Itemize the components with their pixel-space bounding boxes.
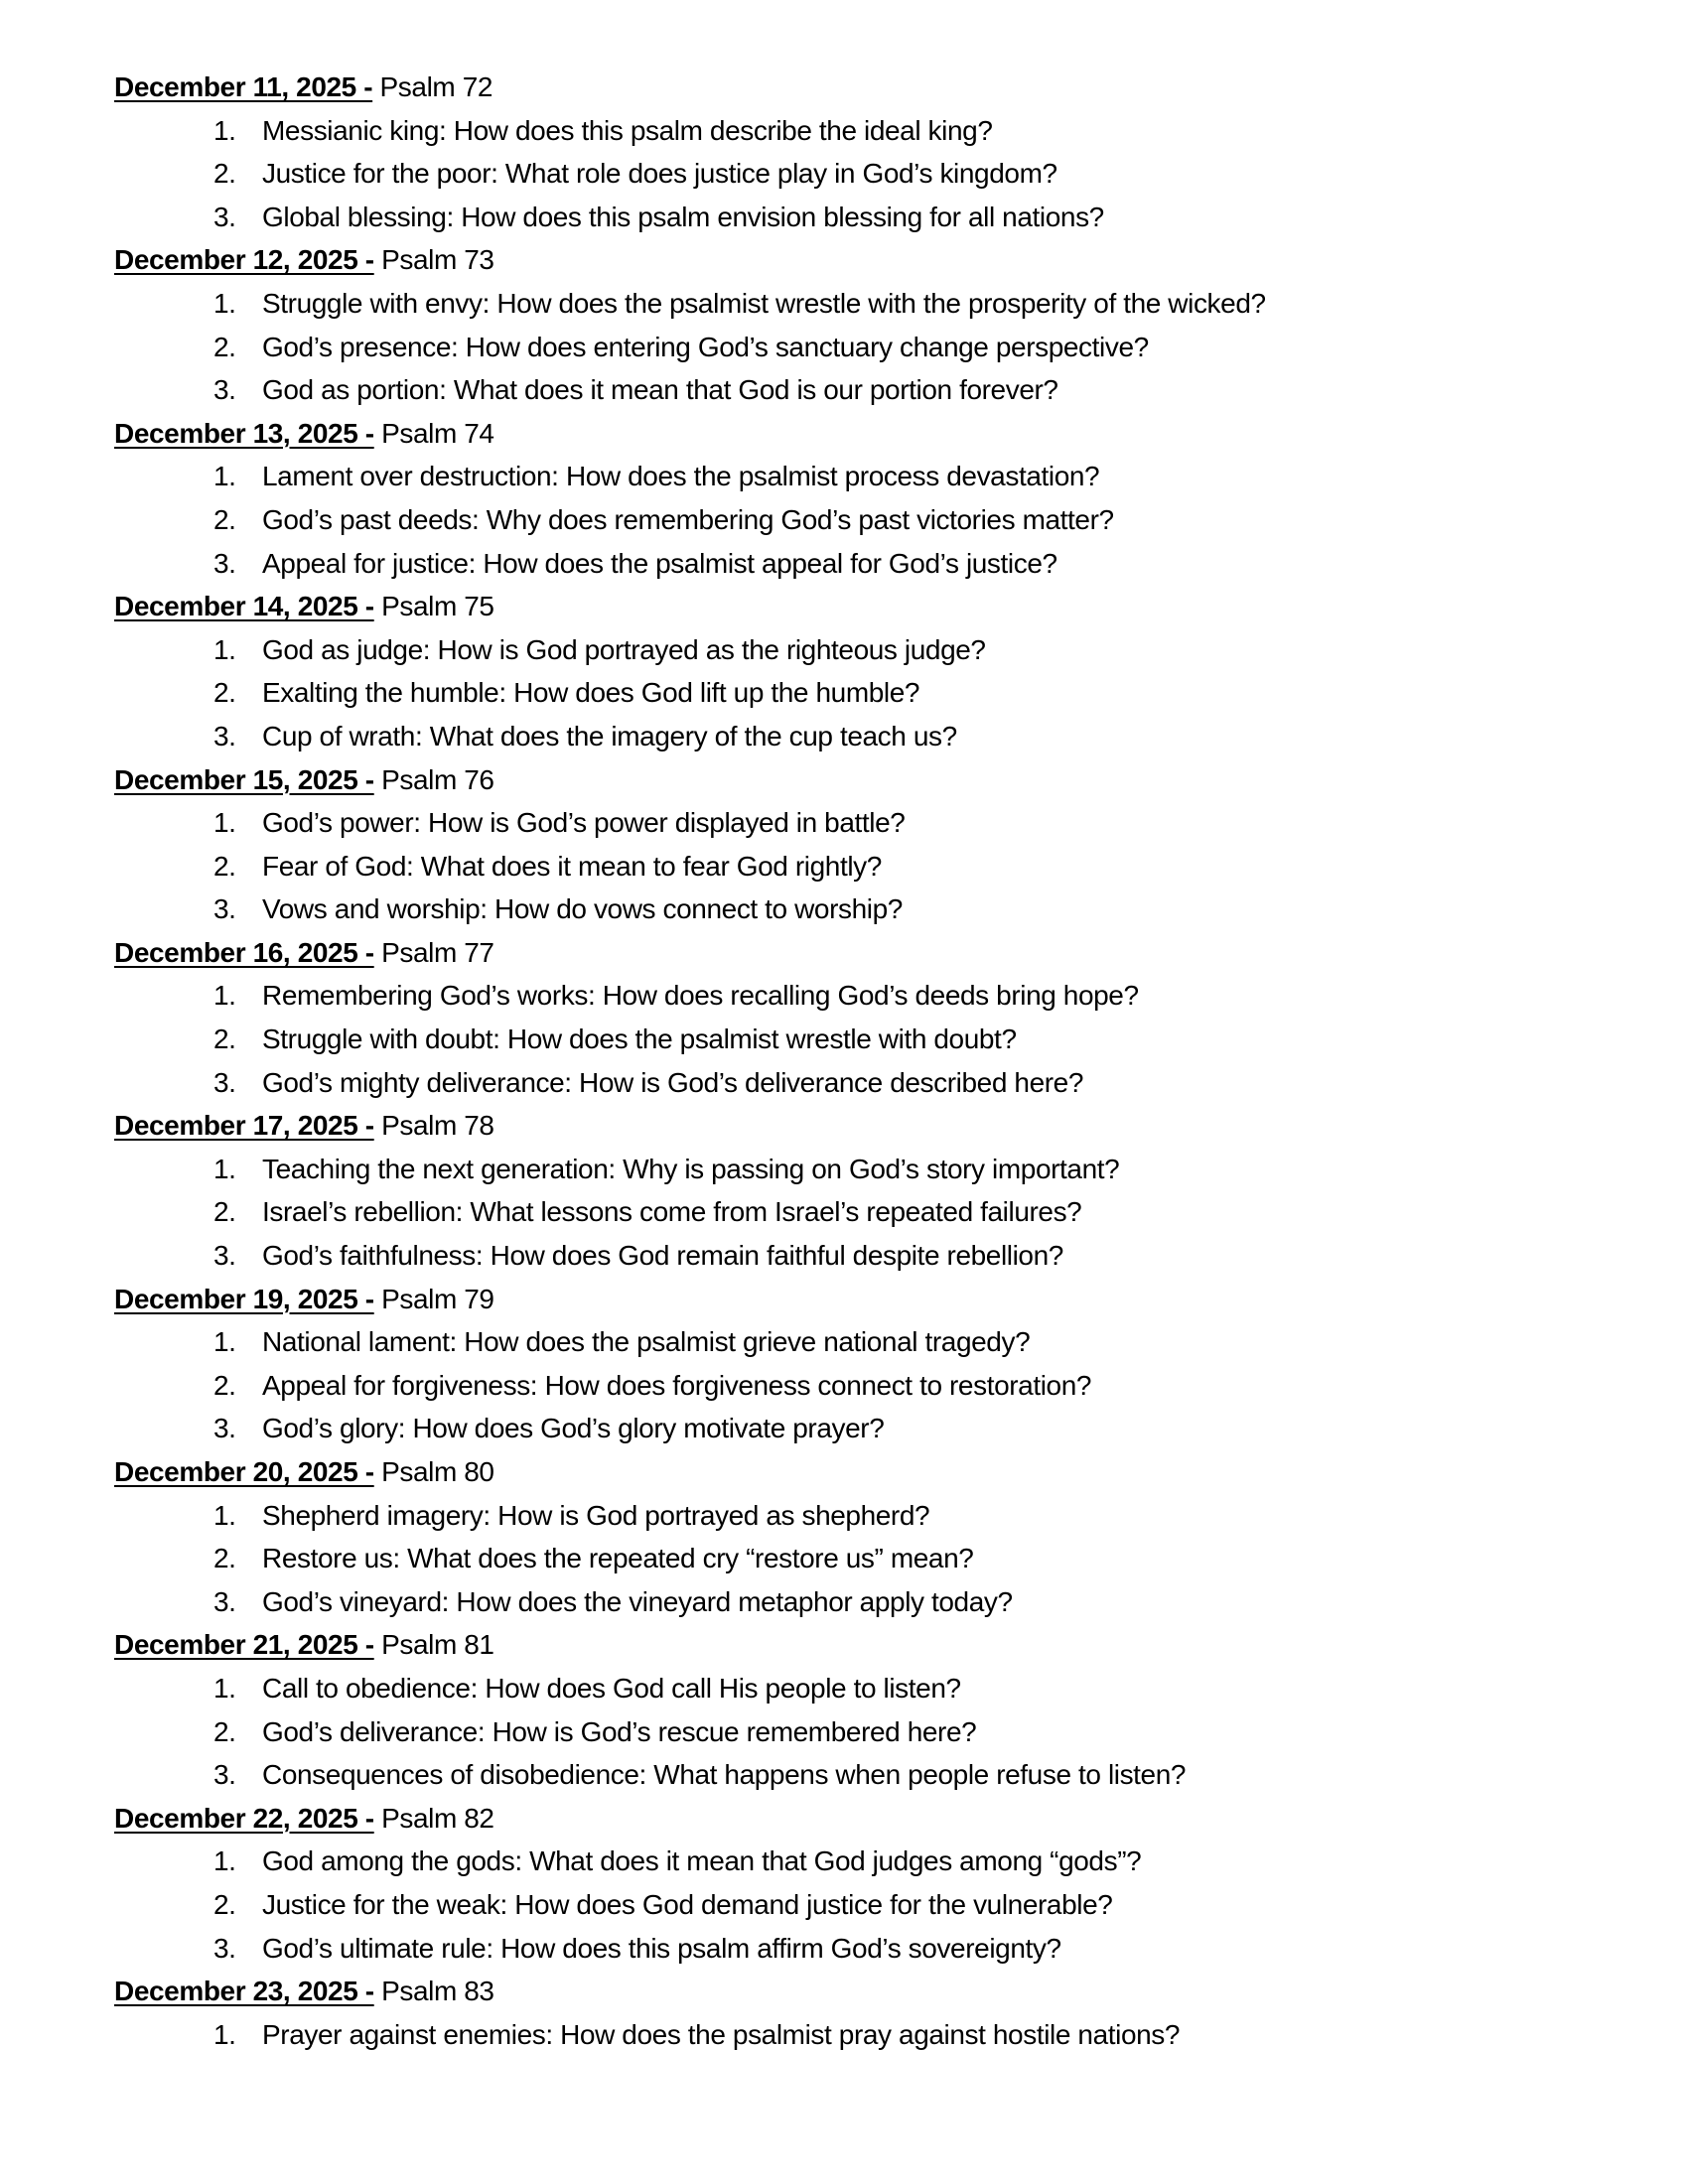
question-number: 2. xyxy=(213,1024,236,1055)
question-item xyxy=(114,282,1628,326)
entry-date: December 14, 2025 - xyxy=(114,591,374,622)
question-number: 3. xyxy=(213,893,236,925)
psalm-reference: Psalm 75 xyxy=(381,591,494,622)
question-number: 1. xyxy=(213,1845,236,1877)
question-number: 3. xyxy=(213,374,236,406)
question-number: 2. xyxy=(213,1715,236,1747)
question-number: 2. xyxy=(213,331,236,362)
question-text: Consequences of disobedience: What happens when people refuse to listen? xyxy=(262,1759,1187,1791)
question-item xyxy=(114,455,1628,498)
question-text: Lament over destruction: How does the psalmist process devastation? xyxy=(262,461,1100,492)
question-item xyxy=(114,715,1628,758)
question-item xyxy=(114,2013,1628,2057)
question-item xyxy=(114,196,1628,239)
entry-heading xyxy=(114,1450,1628,1494)
entry-heading xyxy=(114,931,1628,975)
entry-date: December 15, 2025 - xyxy=(114,763,374,795)
question-number: 2. xyxy=(213,1543,236,1574)
question-item xyxy=(114,1364,1628,1408)
question-number: 2. xyxy=(213,850,236,882)
psalm-reference: Psalm 78 xyxy=(381,1110,494,1142)
psalm-reference: Psalm 77 xyxy=(381,936,494,968)
question-number: 1. xyxy=(213,980,236,1012)
psalm-reference: Psalm 80 xyxy=(381,1456,494,1487)
question-text: Shepherd imagery: How is God portrayed as shepherd? xyxy=(262,1499,930,1531)
question-item xyxy=(114,1234,1628,1278)
entry-date: December 17, 2025 - xyxy=(114,1110,374,1142)
question-item xyxy=(114,1753,1628,1797)
question-text: Teaching the next generation: Why is passing on God’s story important? xyxy=(262,1153,1120,1184)
question-text: God’s presence: How does entering God’s sanctuary change perspective? xyxy=(262,331,1149,362)
question-item xyxy=(114,1494,1628,1538)
psalm-reference: Psalm 83 xyxy=(381,1976,494,2007)
question-text: God among the gods: What does it mean that God judges among “gods”? xyxy=(262,1845,1142,1877)
question-item xyxy=(114,542,1628,586)
question-item xyxy=(114,1883,1628,1927)
question-item xyxy=(114,1580,1628,1624)
question-item xyxy=(114,152,1628,196)
question-item xyxy=(114,845,1628,888)
question-text: God’s glory: How does God’s glory motivate prayer? xyxy=(262,1413,885,1444)
question-item xyxy=(114,1061,1628,1105)
question-text: Call to obedience: How does God call His people to listen? xyxy=(262,1672,961,1704)
question-text: God’s power: How is God’s power displayed in battle? xyxy=(262,807,906,839)
question-number: 3. xyxy=(213,1240,236,1272)
question-number: 1. xyxy=(213,2018,236,2050)
psalm-reference: Psalm 76 xyxy=(381,763,494,795)
psalm-reference: Psalm 81 xyxy=(381,1629,494,1661)
psalm-reference: Psalm 82 xyxy=(381,1802,494,1834)
question-text: God’s deliverance: How is God’s rescue remembered here? xyxy=(262,1715,977,1747)
entry-date: December 11, 2025 - xyxy=(114,71,373,102)
question-text: Justice for the weak: How does God demand justice for the vulnerable? xyxy=(262,1888,1113,1920)
question-text: God’s faithfulness: How does God remain faithful despite rebellion? xyxy=(262,1240,1063,1272)
entry-heading xyxy=(114,585,1628,628)
question-item xyxy=(114,628,1628,672)
entry-heading xyxy=(114,412,1628,456)
entry-heading xyxy=(114,1970,1628,2013)
question-number: 1. xyxy=(213,1153,236,1184)
question-text: Struggle with doubt: How does the psalmist wrestle with doubt? xyxy=(262,1024,1017,1055)
question-number: 3. xyxy=(213,1066,236,1098)
entry-date: December 13, 2025 - xyxy=(114,417,374,449)
question-text: Prayer against enemies: How does the psalmist pray against hostile nations? xyxy=(262,2018,1181,2050)
question-text: Israel’s rebellion: What lessons come from Israel’s repeated failures? xyxy=(262,1196,1082,1228)
question-text: National lament: How does the psalmist grieve national tragedy? xyxy=(262,1326,1031,1358)
psalm-reference: Psalm 79 xyxy=(381,1283,494,1314)
question-item xyxy=(114,1018,1628,1061)
entry-heading xyxy=(114,1797,1628,1841)
entry-heading xyxy=(114,1104,1628,1148)
question-text: Justice for the poor: What role does justice play in God’s kingdom? xyxy=(262,158,1057,190)
question-item xyxy=(114,109,1628,153)
question-number: 3. xyxy=(213,1585,236,1617)
reading-schedule-document xyxy=(114,66,1628,2056)
question-item xyxy=(114,1927,1628,1971)
question-number: 1. xyxy=(213,461,236,492)
entry-date: December 12, 2025 - xyxy=(114,244,374,276)
question-item xyxy=(114,1537,1628,1580)
entry-heading xyxy=(114,66,1628,109)
question-number: 1. xyxy=(213,1499,236,1531)
question-text: Appeal for justice: How does the psalmist appeal for God’s justice? xyxy=(262,547,1057,579)
question-text: Fear of God: What does it mean to fear God rightly? xyxy=(262,850,882,882)
question-number: 1. xyxy=(213,1672,236,1704)
question-item xyxy=(114,1710,1628,1754)
entry-heading xyxy=(114,238,1628,282)
entry-date: December 19, 2025 - xyxy=(114,1283,374,1314)
question-text: Struggle with envy: How does the psalmist wrestle with the prosperity of the wicked? xyxy=(262,287,1266,319)
psalm-reference: Psalm 73 xyxy=(381,244,494,276)
question-item xyxy=(114,1190,1628,1234)
question-number: 3. xyxy=(213,201,236,232)
question-text: Exalting the humble: How does God lift up the humble? xyxy=(262,677,920,709)
question-text: Vows and worship: How do vows connect to worship? xyxy=(262,893,903,925)
entry-date: December 20, 2025 - xyxy=(114,1456,374,1487)
entry-heading xyxy=(114,758,1628,802)
question-text: God as portion: What does it mean that God is our portion forever? xyxy=(262,374,1058,406)
question-text: Remembering God’s works: How does recalling God’s deeds bring hope? xyxy=(262,980,1139,1012)
question-number: 2. xyxy=(213,1888,236,1920)
entry-heading xyxy=(114,1623,1628,1667)
question-item xyxy=(114,1407,1628,1450)
question-item xyxy=(114,1148,1628,1191)
question-number: 1. xyxy=(213,633,236,665)
question-number: 1. xyxy=(213,807,236,839)
question-number: 3. xyxy=(213,1932,236,1964)
question-number: 1. xyxy=(213,287,236,319)
question-number: 3. xyxy=(213,1413,236,1444)
question-item xyxy=(114,1320,1628,1364)
question-number: 3. xyxy=(213,720,236,751)
question-item xyxy=(114,801,1628,845)
entry-date: December 22, 2025 - xyxy=(114,1802,374,1834)
psalm-reference: Psalm 74 xyxy=(381,417,494,449)
question-item xyxy=(114,671,1628,715)
question-text: God’s vineyard: How does the vineyard metaphor apply today? xyxy=(262,1585,1013,1617)
psalm-reference: Psalm 72 xyxy=(379,71,493,102)
question-number: 2. xyxy=(213,158,236,190)
entry-heading xyxy=(114,1278,1628,1321)
question-number: 2. xyxy=(213,1196,236,1228)
question-item xyxy=(114,1840,1628,1883)
question-item xyxy=(114,326,1628,369)
entry-date: December 21, 2025 - xyxy=(114,1629,374,1661)
entry-date: December 16, 2025 - xyxy=(114,936,374,968)
question-text: God’s mighty deliverance: How is God’s deliverance described here? xyxy=(262,1066,1084,1098)
question-text: God as judge: How is God portrayed as the righteous judge? xyxy=(262,633,986,665)
question-text: God’s past deeds: Why does remembering God’s past victories matter? xyxy=(262,503,1114,535)
question-number: 2. xyxy=(213,677,236,709)
question-text: Messianic king: How does this psalm describe the ideal king? xyxy=(262,114,993,146)
question-number: 1. xyxy=(213,1326,236,1358)
entry-date: December 23, 2025 - xyxy=(114,1976,374,2007)
question-item xyxy=(114,498,1628,542)
question-number: 1. xyxy=(213,114,236,146)
question-number: 2. xyxy=(213,1369,236,1401)
question-item xyxy=(114,974,1628,1018)
question-text: Global blessing: How does this psalm envision blessing for all nations? xyxy=(262,201,1104,232)
question-text: Appeal for forgiveness: How does forgiveness connect to restoration? xyxy=(262,1369,1092,1401)
question-text: God’s ultimate rule: How does this psalm affirm God’s sovereignty? xyxy=(262,1932,1061,1964)
question-text: Cup of wrath: What does the imagery of the cup teach us? xyxy=(262,720,957,751)
question-item xyxy=(114,887,1628,931)
question-number: 3. xyxy=(213,547,236,579)
question-number: 3. xyxy=(213,1759,236,1791)
question-text: Restore us: What does the repeated cry “restore us” mean? xyxy=(262,1543,974,1574)
question-item xyxy=(114,1667,1628,1710)
question-number: 2. xyxy=(213,503,236,535)
question-item xyxy=(114,368,1628,412)
